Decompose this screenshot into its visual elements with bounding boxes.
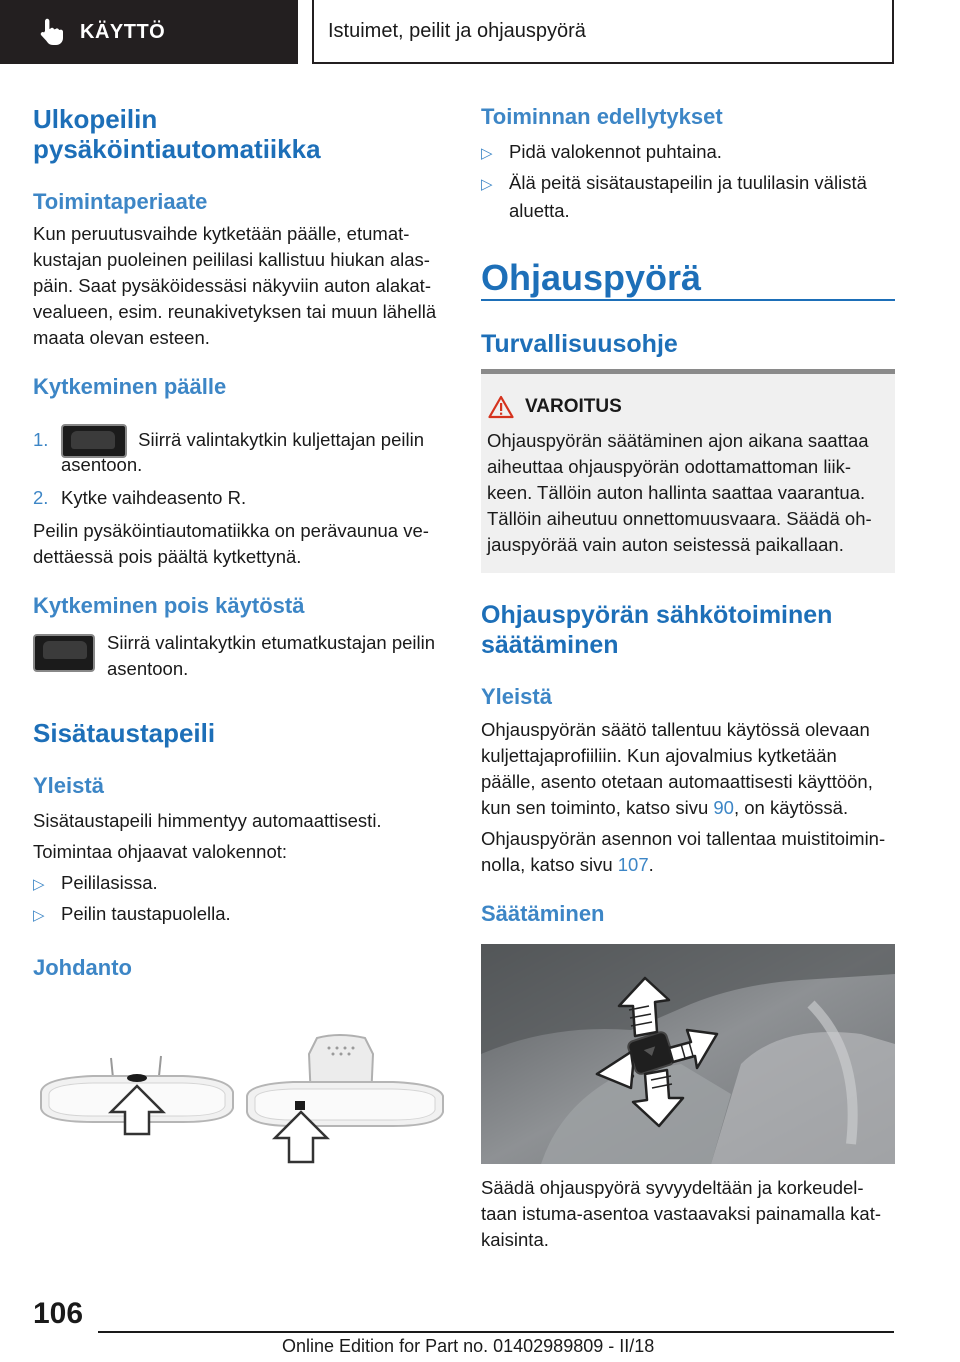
tab-label: KÄYTTÖ	[80, 20, 166, 43]
principle-paragraph	[33, 221, 445, 351]
step-number: 2.	[33, 487, 49, 508]
section-title-line1: Ulkopeilin	[33, 104, 158, 134]
heading-line: Ohjauspyörän sähkötoiminen	[481, 601, 833, 629]
heading-line: säätäminen	[481, 631, 619, 659]
page-number: 106	[33, 1297, 84, 1330]
page-link-90[interactable]: 90	[713, 797, 734, 818]
title-rule	[481, 299, 895, 301]
item-text: Älä peitä sisätaustapeilin ja tuulilasin välistä	[509, 172, 867, 193]
requirements-heading: Toiminnan edellytykset	[481, 104, 723, 129]
footer-edition: Online Edition for Part no. 01402989809 - II/18	[282, 1336, 655, 1356]
mirror-switch-icon-large	[33, 634, 95, 672]
general-text: Sisätaustapeili himmentyy automaattisesti.	[33, 810, 382, 831]
paragraph-line: Säädä ohjauspyörä syvyydeltään ja korkeudel‐	[481, 1177, 864, 1198]
paragraph-line	[481, 795, 895, 821]
chapter-title: Istuimet, peilit ja ohjauspyörä	[312, 0, 894, 64]
general-heading-left: Yleistä	[33, 773, 104, 798]
paragraph-line: Ohjauspyörän säätäminen ajon aikana saattaa	[487, 430, 869, 451]
text-span: .	[648, 854, 654, 875]
intro-heading: Johdanto	[33, 955, 132, 980]
safety-heading: Turvallisuusohje	[481, 330, 678, 358]
principle-heading: Toimintaperiaate	[33, 189, 208, 214]
item-text: Pidä valokennot puhtaina.	[509, 141, 722, 162]
step-number: 1.	[33, 428, 49, 450]
paragraph-line: maata olevan esteen.	[33, 327, 210, 348]
adjust-paragraph	[481, 1175, 895, 1253]
sensor-item	[33, 901, 231, 929]
hand-pointer-icon	[36, 17, 66, 47]
step-2	[33, 485, 246, 511]
paragraph-line: aiheuttaa ohjauspyörän odottamattoman liik‐	[487, 456, 852, 477]
paragraph-line: kuljettajaprofiiliin. Kun ajovalmius kytketään	[481, 745, 837, 766]
mirror-heading: Sisätaustapeili	[33, 718, 216, 748]
warning-text	[487, 428, 891, 558]
paragraph-line: kaisinta.	[481, 1229, 549, 1250]
paragraph-line: Peilin pysäköintiautomatiikka on perävaunua ve‐	[33, 520, 429, 541]
bullet-triangle-icon: ▷	[481, 145, 493, 162]
sensors-intro: Toimintaa ohjaavat valokennot:	[33, 841, 288, 862]
paragraph-line: Siirrä valintakytkin etumatkustajan peilin	[107, 632, 436, 653]
paragraph-line: päin. Saat pysäköidessäsi näkyviin auton alakat‐	[33, 275, 431, 296]
step-text: Kytke vaihdeasento R.	[61, 487, 247, 508]
wheel-title: Ohjauspyörä	[481, 257, 702, 298]
switch-icon	[33, 634, 95, 672]
item-text: Peililasissa.	[61, 872, 158, 893]
switch-on-note	[33, 518, 445, 570]
bullet-triangle-icon: ▷	[33, 876, 45, 893]
step-1-cont: asentoon.	[61, 454, 143, 475]
adjust-heading: Säätäminen	[481, 901, 605, 926]
page-link-107[interactable]: 107	[617, 854, 649, 875]
switch-on-heading: Kytkeminen päälle	[33, 374, 227, 399]
sensor-item	[33, 870, 158, 898]
paragraph-line: Ohjauspyörän asennon voi tallentaa muistitoimin‐	[481, 828, 886, 849]
chapter-tab[interactable]	[0, 0, 298, 64]
paragraph-line: jauspyörää vain auton seistessä paikallaan.	[487, 534, 844, 555]
bullet-triangle-icon: ▷	[33, 907, 45, 924]
requirement-item	[481, 139, 722, 167]
text-span: kun sen toiminto, katso sivu	[481, 797, 714, 818]
text-span: , on käytössä.	[733, 797, 849, 818]
section-title-line2: pysäköintiautomatiikka	[33, 134, 321, 164]
item-text-cont: aluetta.	[509, 200, 570, 221]
warning-triangle-icon	[488, 395, 514, 419]
text-span: nolla, katso sivu	[481, 854, 618, 875]
paragraph-line: kustajan puoleinen peililasi kallistuu hiukan alas‐	[33, 249, 430, 270]
electric-adjust-heading	[481, 600, 832, 660]
general-heading-right: Yleistä	[481, 684, 552, 709]
item-text: Peilin taustapuolella.	[61, 903, 231, 924]
paragraph-line: vealueen, esim. reunakivetyksen tai muun lähellä	[33, 301, 437, 322]
warning-title	[488, 395, 622, 419]
steering-adjust-illustration	[481, 944, 895, 1164]
paragraph-line: asentoon.	[107, 658, 189, 679]
switch-off-text	[107, 630, 447, 682]
paragraph-line: Kun peruutusvaihde kytketään päälle, etumat‐	[33, 223, 410, 244]
paragraph-line: taan istuma-asentoa vastaavaksi painamalla kat‐	[481, 1203, 882, 1224]
paragraph-line: päälle, asento otetaan automaattisesti käyttöön,	[481, 771, 873, 792]
paragraph-line: dettäessä pois päältä kytkettynä.	[33, 546, 302, 567]
rearview-mirror-illustration	[33, 1030, 445, 1170]
warning-top-bar	[481, 369, 895, 374]
bullet-triangle-icon: ▷	[481, 176, 493, 193]
step-text: Siirrä valintakytkin kuljettajan peilin	[138, 428, 424, 450]
paragraph-line	[481, 852, 895, 878]
paragraph-line: keen. Tällöin auton hallinta saattaa vaarantua.	[487, 482, 866, 503]
paragraph-line: Tällöin aiheutuu onnettomuusvaara. Säädä oh‐	[487, 508, 872, 529]
footer-rule	[98, 1331, 894, 1333]
switch-off-heading: Kytkeminen pois käytöstä	[33, 593, 305, 618]
warning-box	[481, 369, 895, 573]
paragraph-line: Ohjauspyörän säätö tallentuu käytössä olevaan	[481, 719, 870, 740]
warning-label: VAROITUS	[525, 396, 622, 417]
section-title	[33, 104, 321, 164]
memory-paragraph	[481, 826, 895, 878]
general-paragraph	[481, 717, 895, 821]
requirement-item	[481, 170, 895, 224]
